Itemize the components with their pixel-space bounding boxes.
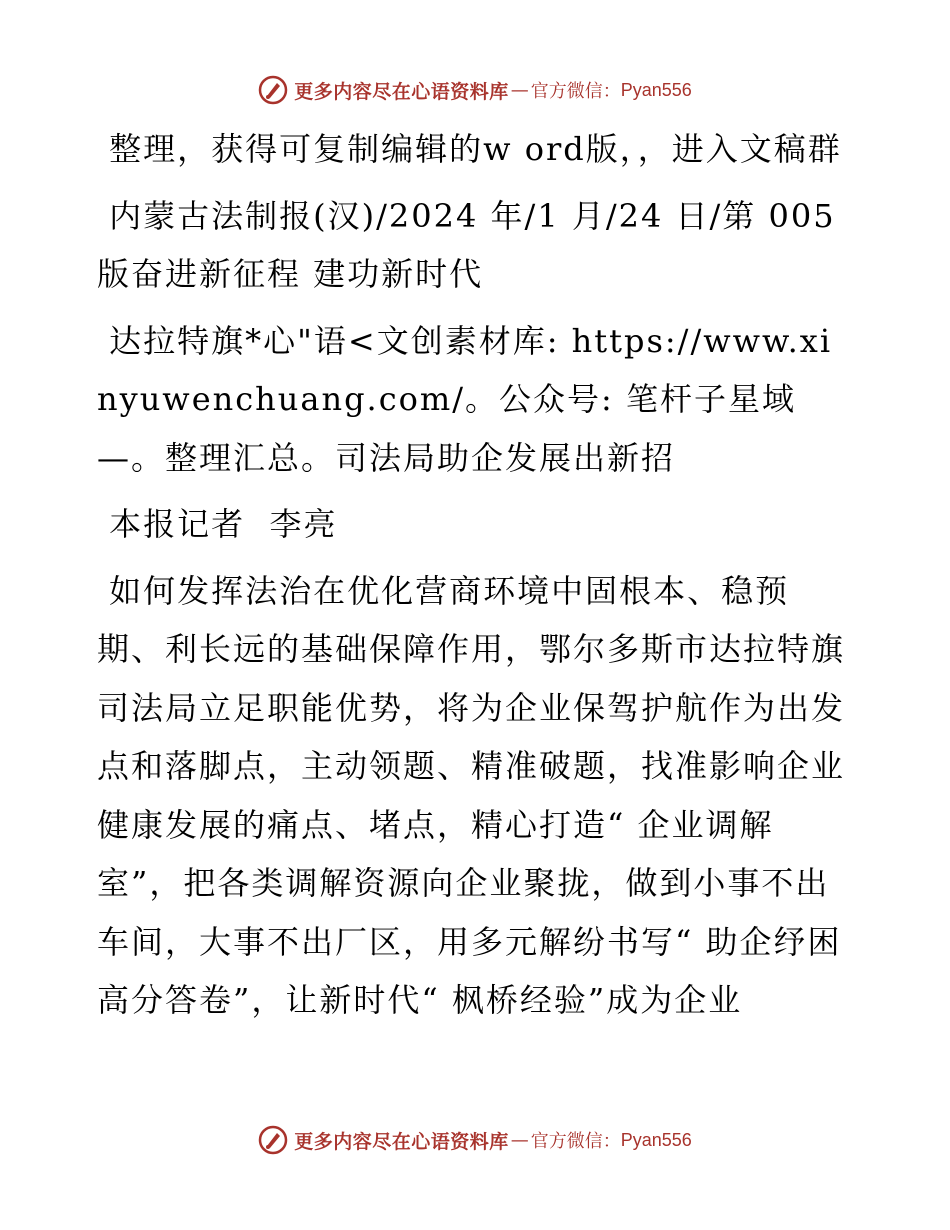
paragraph-intro: 整理，获得可复制编辑的w ord版，，进入文稿群 [97, 130, 842, 168]
banner-separator: — [510, 1129, 529, 1151]
header-watermark-banner [0, 70, 950, 110]
paragraph-title: 达拉特旗*心"语<文创素材库: https://www.xinyuwenchuang.com/。公众号: 笔杆子星域—。整理汇总。司法局助企发展出新招 [97, 321, 833, 477]
paragraph-byline: 本报记者 李亮 [97, 505, 338, 543]
pen-nib-seal-icon [258, 1125, 288, 1155]
pen-nib-seal-icon [258, 75, 288, 105]
banner-wechat-id: Pyan556 [620, 1129, 692, 1150]
paragraph-source: 内蒙古法制报(汉)/2024 年/1 月/24 日/第 005 版奋进新征程 建功新时代 [97, 196, 848, 293]
banner-sub-text: 官方微信： [530, 1131, 621, 1152]
banner-sub-text: 官方微信： [530, 81, 621, 102]
banner-separator: — [510, 79, 529, 101]
footer-watermark-banner [0, 1120, 950, 1160]
banner-main-text: 更多内容尽在心语资料库 [294, 1130, 509, 1153]
banner-main-text: 更多内容尽在心语资料库 [294, 80, 509, 103]
paragraph-body: 如何发挥法治在优化营商环境中固根本、稳预期、利长远的基础保障作用，鄂尔多斯市达拉特旗司法局立足职能优势，将为企业保驾护航作为出发点和落脚点，主动领题、精准破题，找准影响企业健康发展的痛点、堵点，精心打造“ 企业调解室”，把各类调解资源向企业聚拢，做到小事不出车间，大事不出厂区，用多元解纷书写“ 助企纾困高分答卷”，让新时代“ 枫桥经验”成为企业 [97, 571, 846, 1019]
banner-wechat-id: Pyan556 [620, 79, 692, 100]
document-body [97, 120, 852, 1038]
